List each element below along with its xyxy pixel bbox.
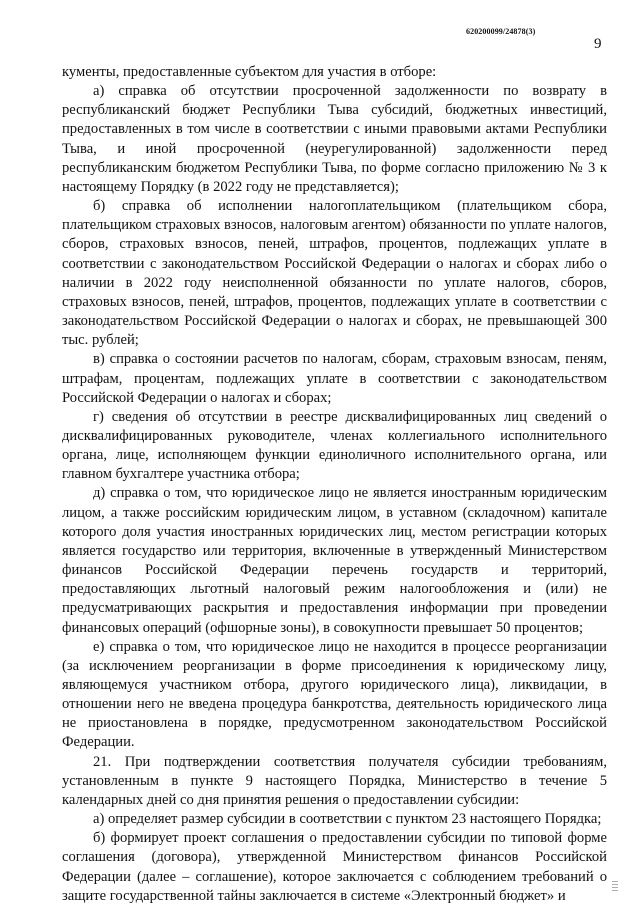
paragraph-section-21: 21. При подтверждении соответствия получателя субсидии требованиям, установленным в пункте 9 настоящего Порядка, Министерство в течение 5 календарных дней со дня принятия решения о предоставлении субсидии: [62,753,607,808]
page-number: 9 [594,36,602,52]
paragraph-item-g: г) сведения об отсутствии в реестре дисквалифицированных лиц сведений о дисквалифицированных руководителе, членах коллегиального исполнительного органа, лице, исполняющем функции единоличного исполнительного органа, или главном бухгалтере участника отбора; [62,408,607,483]
paragraph-item-v: в) справка о состоянии расчетов по налогам, сборам, страховым взносам, пеням, штрафам, процентам, подлежащих уплате в соответствии с законодательством Российской Федерации о налогах и сборах; [62,351,607,406]
paragraph-continuation: кументы, предоставленные субъектом для участия в отборе: [62,64,437,80]
paragraph-21-item-b: б) формирует проект соглашения о предоставлении субсидии по типовой форме соглашения (договора), утвержденной Министерством финансов Российской Федерации (далее – соглашение), которое заключается с соблюдением требований о защите государственной тайны заключается в системе «Электронный бюджет» и [62,830,607,904]
paragraph-item-e: е) справка о том, что юридическое лицо не находится в процессе реорганизации (за исключением реорганизации в форме присоединения к юридическому лицу, являющемуся участником отбора, другого юридического лица), ликвидации, в отношении него не введена процедура банкротства, деятельность юридического лица не приостановлена в порядке, предусмотренном законодательством Российской Федерации. [62,638,607,751]
scan-artifact [612,879,618,891]
paragraph-item-b: б) справка об исполнении налогоплательщиком (плательщиком сбора, плательщиком страховых взносов, налоговым агентом) обязанности по уплате налогов, сборов, страховых взносов, пеней, штрафов, процентов, подлежащих уплате в соответствии с законодательством Российской Федерации о налогах и сборах либо о наличии в 2022 году неисполненной обязанности по уплате налогов, сборов, страховых взносов, пеней, штрафов, процентов, подлежащих уплате в соответствии с законодательством Российской Федерации о налогах и сборах, не превышающей 300 тыс. рублей; [62,198,607,349]
document-body [62,63,607,906]
paragraph-item-d: д) справка о том, что юридическое лицо не является иностранным юридическим лицом, а также российским юридическим лицом, в уставном (складочном) капитале которого доля участия иностранных юридических лиц, местом регистрации которых является государство или территория, включенные в утвержденный Министерством финансов Российской Федерации перечень государств и территорий, предоставляющих льготный налоговый режим налогообложения и (или) не предусматривающих раскрытия и предоставления информации при проведении финансовых операций (офшорные зоны), в совокупности превышает 50 процентов; [62,485,607,636]
paragraph-item-a: а) справка об отсутствии просроченной задолженности по возврату в республиканский бюджет Республики Тыва субсидий, бюджетных инвестиций, предоставленных в том числе в соответствии с иными правовыми актами Республики Тыва, и иной просроченной (неурегулированной) задолженности перед республиканским бюджетом Республики Тыва, по форме согласно приложению № 3 к настоящему Порядку (в 2022 году не представляется); [62,83,607,195]
paragraph-21-item-a: а) определяет размер субсидии в соответствии с пунктом 23 настоящего Порядка; [93,811,602,828]
document-id: 620200099/24878(3) [466,27,536,36]
